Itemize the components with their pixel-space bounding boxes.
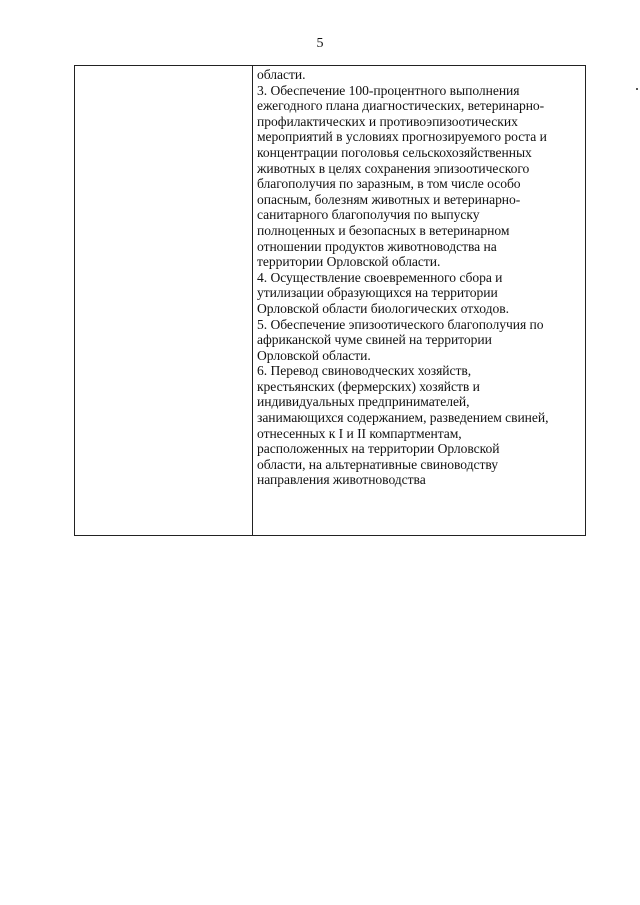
scan-speck — [636, 88, 638, 90]
text-line: 4. Осуществление своевременного сбора и — [257, 269, 503, 285]
text-line: благополучия по заразным, в том числе особо — [257, 176, 521, 192]
table-left-cell — [75, 66, 253, 535]
text-line: территории Орловской области. — [257, 254, 441, 270]
text-line: животных в целях сохранения эпизоотического — [257, 160, 530, 176]
text-line: санитарного благополучия по выпуску — [257, 207, 480, 223]
text-line: Орловской области. — [257, 347, 371, 363]
text-line: 3. Обеспечение 100-процентного выполнения — [257, 82, 520, 98]
text-line: профилактических и противоэпизоотических — [257, 113, 518, 129]
text-line: области, на альтернативные свиноводству — [257, 456, 498, 472]
page-number: 5 — [316, 36, 324, 51]
table-right-cell — [253, 66, 585, 535]
text-line: Орловской области биологических отходов. — [257, 300, 509, 316]
text-line: занимающихся содержанием, разведением свиней, — [257, 410, 549, 426]
text-line: концентрации поголовья сельскохозяйственных — [257, 144, 532, 160]
text-line: направления животноводства — [257, 472, 426, 488]
text-line: опасным, болезням животных и ветеринарно- — [257, 191, 521, 207]
text-line: утилизации образующихся на территории — [257, 285, 498, 301]
document-table — [74, 65, 586, 536]
text-line: полноценных и безопасных в ветеринарном — [257, 222, 510, 238]
text-line: мероприятий в условиях прогнозируемого роста и — [257, 129, 547, 145]
text-line: крестьянских (фермерских) хозяйств и — [257, 378, 480, 394]
text-line: ежегодного плана диагностических, ветеринарно- — [257, 98, 545, 114]
text-line: отношении продуктов животноводства на — [257, 238, 497, 254]
text-line: области. — [257, 67, 306, 82]
text-line: 6. Перевод свиноводческих хозяйств, — [257, 363, 472, 379]
text-line: расположенных на территории Орловской — [257, 441, 500, 457]
text-line: индивидуальных предпринимателей, — [257, 394, 470, 410]
text-line: 5. Обеспечение эпизоотического благополучия по — [257, 316, 544, 332]
text-line: африканской чуме свиней на территории — [257, 332, 492, 348]
text-line: отнесенных к I и II компартментам, — [257, 425, 462, 441]
